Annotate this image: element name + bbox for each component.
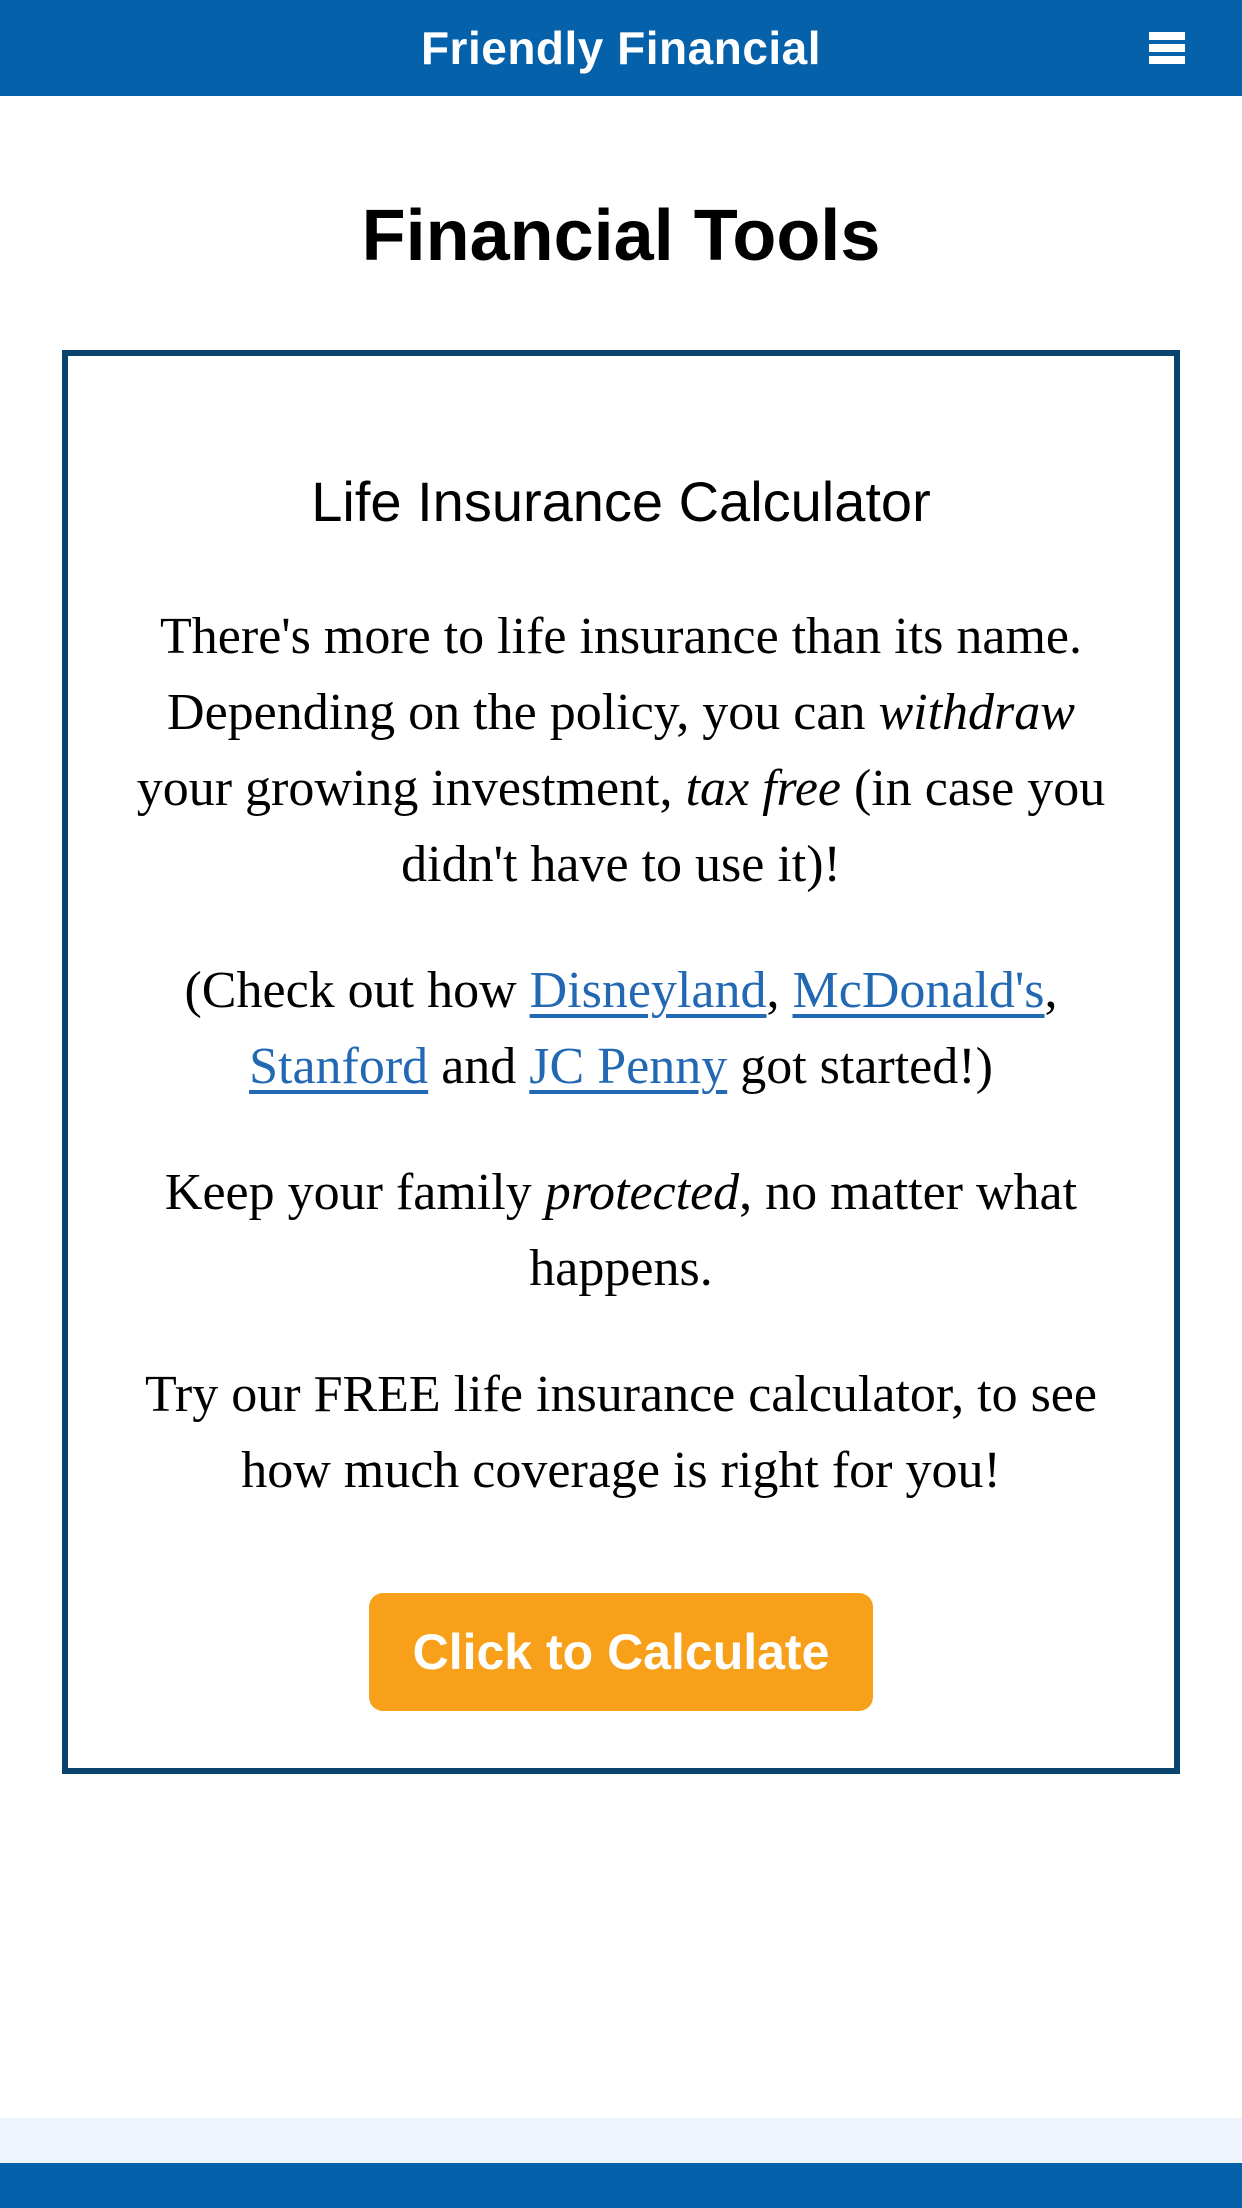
disneyland-link[interactable]: Disneyland — [529, 962, 767, 1020]
text-run: There's more to life insurance than its name. Depending on the policy, you can — [160, 608, 1082, 742]
paragraph — [121, 1357, 1121, 1509]
mcdonalds-link[interactable]: McDonald's — [792, 962, 1045, 1020]
life-insurance-calculator-card — [62, 350, 1180, 1774]
text-run: Try our FREE life insurance calculator, to see how much coverage is right for you! — [145, 1366, 1097, 1500]
app-title: Friendly Financial — [420, 22, 822, 74]
text-run: , — [1044, 962, 1058, 1020]
paragraph — [121, 953, 1121, 1105]
jc-penny-link[interactable]: JC Penny — [529, 1038, 728, 1096]
text-run: Keep your family — [164, 1164, 545, 1222]
app-header — [0, 0, 1242, 96]
text-run: (Check out how — [184, 962, 530, 1020]
card-paragraphs — [118, 599, 1124, 1509]
hamburger-menu-button[interactable] — [1149, 32, 1185, 64]
text-run: tax free — [685, 760, 842, 818]
footer-bar — [0, 2163, 1242, 2208]
text-run: and — [428, 1038, 530, 1096]
hamburger-icon — [1149, 56, 1185, 64]
paragraph — [121, 1155, 1121, 1307]
hamburger-icon — [1149, 44, 1185, 52]
paragraph — [121, 599, 1121, 903]
text-run: (in case you didn't have to use it)! — [401, 760, 1106, 894]
text-run: protected — [544, 1164, 740, 1222]
page-title: Financial Tools — [361, 196, 881, 276]
button-row — [118, 1593, 1124, 1711]
stanford-link[interactable]: Stanford — [249, 1038, 429, 1096]
hamburger-icon — [1149, 32, 1185, 40]
text-run: your growing investment, — [136, 760, 686, 818]
text-run: , no matter what happens. — [529, 1164, 1078, 1298]
main-content — [0, 96, 1242, 2118]
text-run: got started!) — [727, 1038, 993, 1096]
calculate-button[interactable]: Click to Calculate — [369, 1593, 874, 1711]
footer-accent-strip — [0, 2118, 1242, 2163]
text-run: , — [766, 962, 793, 1020]
text-run: withdraw — [878, 684, 1075, 742]
card-title: Life Insurance Calculator — [311, 470, 931, 533]
